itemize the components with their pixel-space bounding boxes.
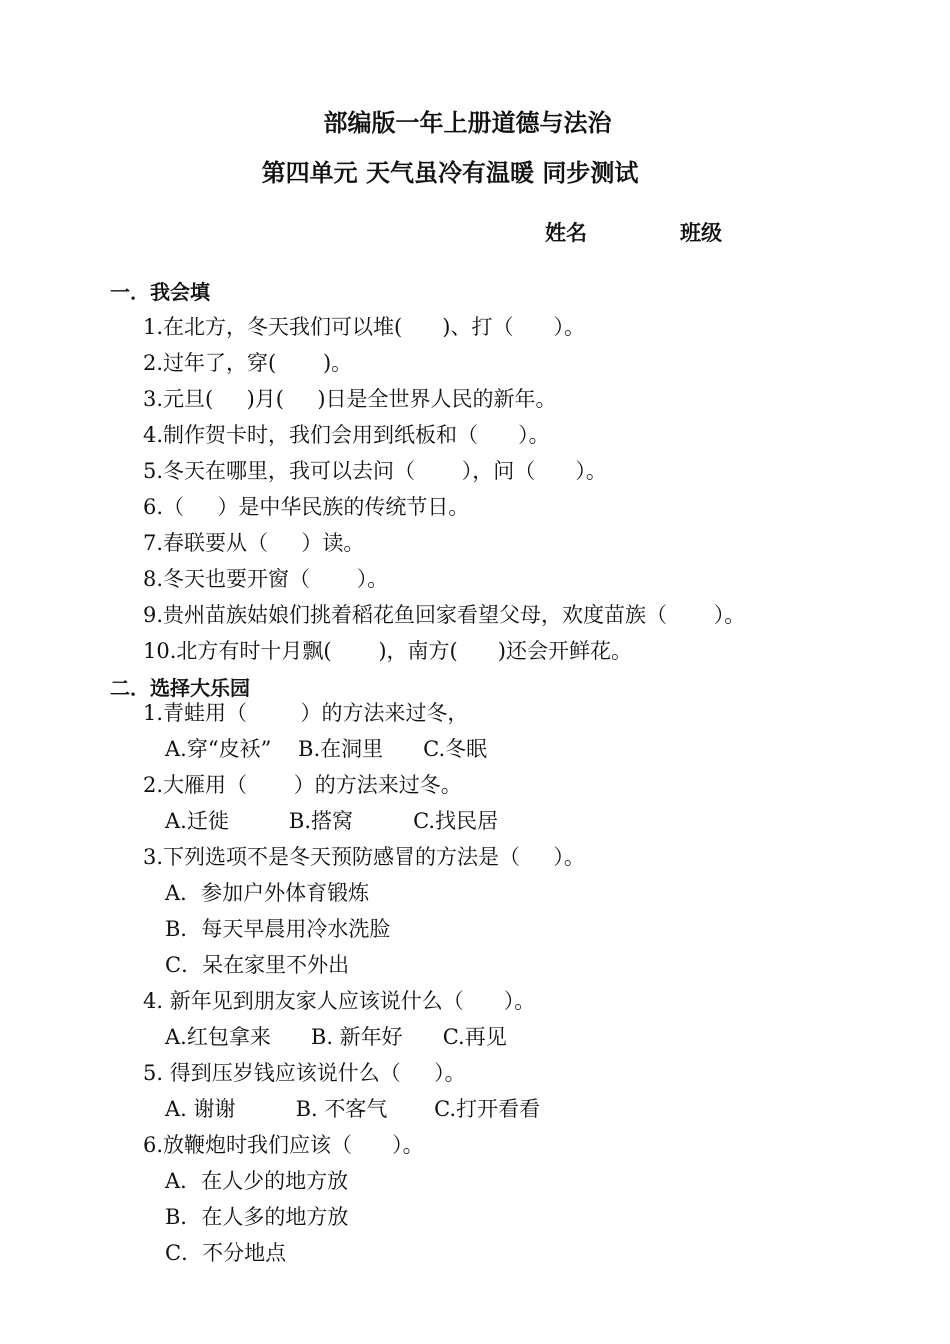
name-label: 姓名 <box>545 221 587 245</box>
question-item: 2.过年了，穿( )。 <box>143 351 353 375</box>
question-item: 6.放鞭炮时我们应该（ ）。 <box>143 1133 424 1157</box>
answer-option: C．不分地点 <box>165 1241 287 1265</box>
answer-option: A．在人少的地方放 <box>165 1169 349 1193</box>
question-item: 10.北方有时十月飘( )，南方( )还会开鲜花。 <box>143 639 632 663</box>
question-item: 2.大雁用（ ）的方法来过冬。 <box>143 773 462 797</box>
answer-options: A.红包拿来 B. 新年好 C.再见 <box>165 1025 507 1049</box>
page-title: 部编版一年上册道德与法治 <box>323 109 612 137</box>
question-item: 7.春联要从（ ）读。 <box>143 531 365 555</box>
question-item: 6.（ ）是中华民族的传统节日。 <box>143 495 470 519</box>
section-heading-fill-in: 一．我会填 <box>110 280 210 304</box>
question-item: 1.青蛙用（ ）的方法来过冬， <box>143 701 469 725</box>
answer-options: A.穿“皮袄” B.在洞里 C.冬眠 <box>165 737 488 761</box>
section-heading-multiple-choice: 二．选择大乐园 <box>110 676 250 700</box>
answer-option: C．呆在家里不外出 <box>165 953 350 977</box>
question-item: 5.冬天在哪里，我可以去问（ ），问（ ）。 <box>143 459 607 483</box>
question-item: 9.贵州苗族姑娘们挑着稻花鱼回家看望父母，欢度苗族（ ）。 <box>143 603 746 627</box>
question-item: 3.元旦( )月( )日是全世界人民的新年。 <box>143 387 557 411</box>
question-item: 4. 新年见到朋友家人应该说什么（ ）。 <box>143 989 536 1013</box>
answer-options: A. 谢谢 B. 不客气 C.打开看看 <box>165 1097 541 1121</box>
answer-option: B．在人多的地方放 <box>165 1205 349 1229</box>
class-label: 班级 <box>680 221 722 245</box>
answer-option: A．参加户外体育锻炼 <box>165 881 370 905</box>
page-subtitle: 第四单元 天气虽冷有温暖 同步测试 <box>261 159 639 187</box>
question-item: 5. 得到压岁钱应该说什么（ ）。 <box>143 1061 466 1085</box>
question-item: 3.下列选项不是冬天预防感冒的方法是（ ）。 <box>143 845 585 869</box>
answer-options: A.迁徙 B.搭窝 C.找民居 <box>165 809 499 833</box>
answer-option: B．每天早晨用冷水洗脸 <box>165 917 391 941</box>
question-item: 1.在北方，冬天我们可以堆( )、打（ ）。 <box>143 315 586 339</box>
question-item: 4.制作贺卡时，我们会用到纸板和（ ）。 <box>143 423 550 447</box>
question-item: 8.冬天也要开窗（ ）。 <box>143 567 389 591</box>
